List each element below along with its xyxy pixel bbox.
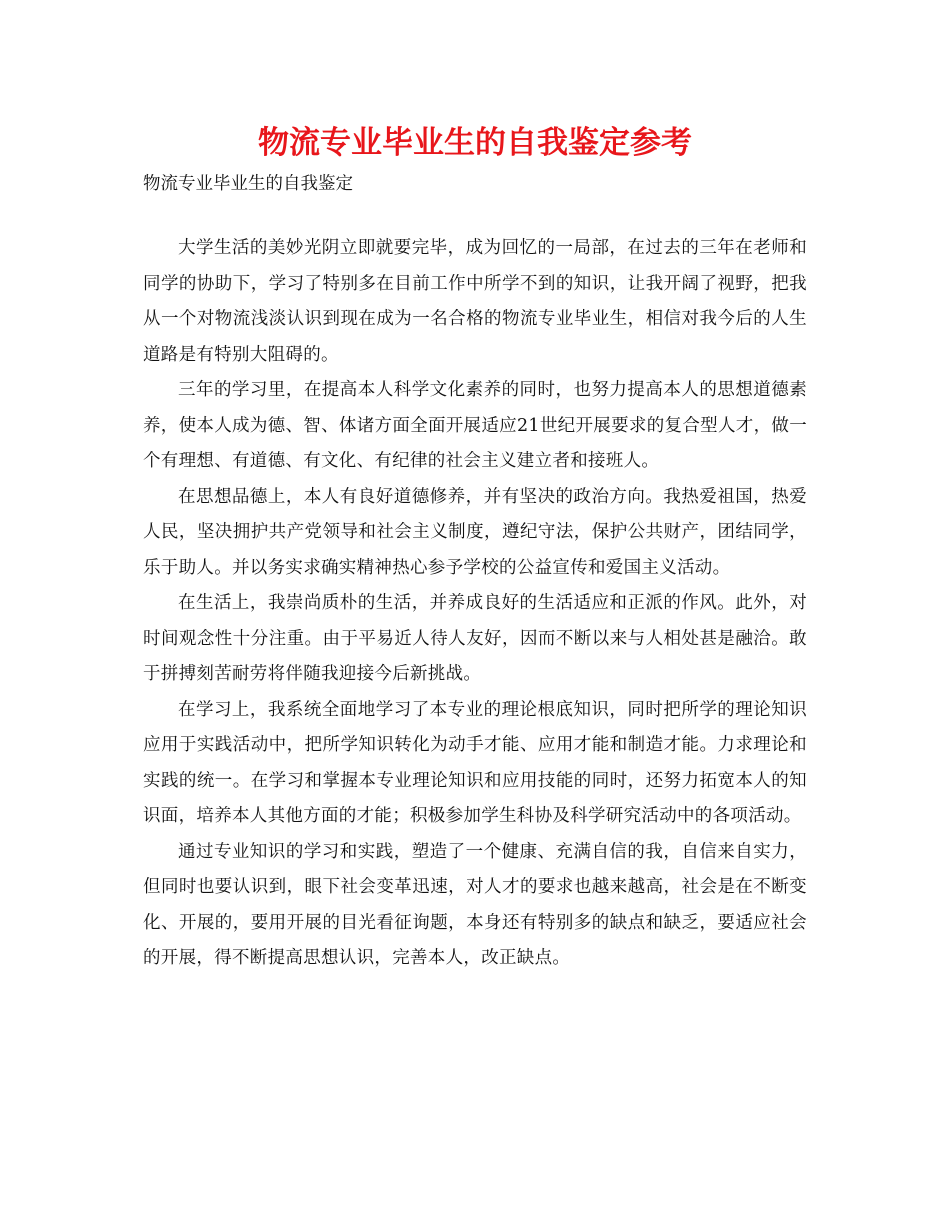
paragraph-4: 在生活上，我崇尚质朴的生活，并养成良好的生活适应和正派的作风。此外，对时间观念性十分注重。由于平易近人待人友好，因而不断以来与人相处甚是融洽。敢于拼搏刻苦耐劳将伴随我迎接今后新挑战。: [143, 593, 807, 684]
paragraph-2: 三年的学习里，在提高本人科学文化素养的同时，也努力提高本人的思想道德素养，使本人成为德、智、体诸方面全面开展适应21世纪开展要求的复合型人才，做一个有理想、有道德、有文化、有纪律的社会主义建立者和接班人。: [143, 380, 807, 471]
paragraph-6: 通过专业知识的学习和实践，塑造了一个健康、充满自信的我，自信来自实力，但同时也要认识到，眼下社会变革迅速，对人才的要求也越来越高，社会是在不断变化、开展的，要用开展的目光看征询题，本身还有特别多的缺点和缺乏，要适应社会的开展，得不断提高思想认识，完善本人，改正缺点。: [143, 841, 807, 968]
document-title: 物流专业毕业生的自我鉴定参考: [258, 125, 692, 161]
paragraph-5: 在学习上，我系统全面地学习了本专业的理论根底知识，同时把所学的理论知识应用于实践活动中，把所学知识转化为动手才能、应用才能和制造才能。力求理论和实践的统一。在学习和掌握本专业理论知识和应用技能的同时，还努力拓宽本人的知识面，培养本人其他方面的才能；积极参加学生科协及科学研究活动中的各项活动。: [143, 699, 807, 826]
paragraph-3: 在思想品德上，本人有良好道德修养，并有坚决的政治方向。我热爱祖国，热爱人民，坚决拥护共产党领导和社会主义制度，遵纪守法，保护公共财产，团结同学，乐于助人。并以务实求确实精神热心参予学校的公益宣传和爱国主义活动。: [143, 486, 807, 578]
paragraph-1: 大学生活的美妙光阴立即就要完毕，成为回忆的一局部，在过去的三年在老师和同学的协助下，学习了特别多在目前工作中所学不到的知识，让我开阔了视野，把我从一个对物流浅淡认识到现在成为一名合格的物流专业毕业生，相信对我今后的人生道路是有特别大阻碍的。: [143, 238, 807, 365]
document-subtitle: 物流专业毕业生的自我鉴定: [143, 174, 353, 194]
document-body: [143, 231, 807, 977]
